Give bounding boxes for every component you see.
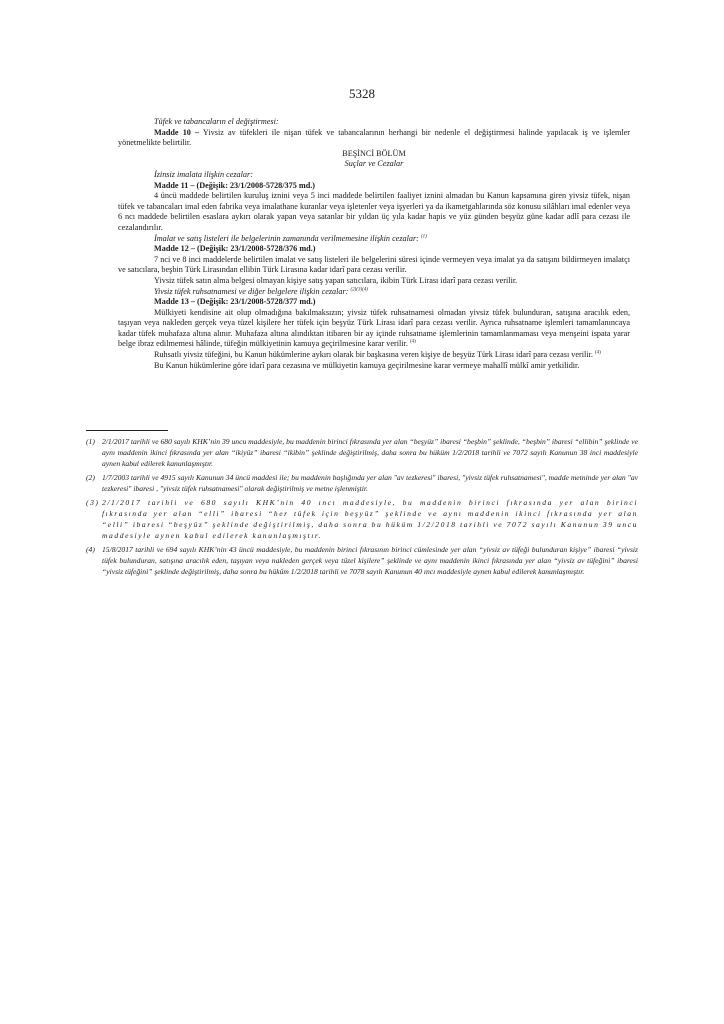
footnote-ref[interactable]: (4): [594, 350, 601, 356]
article-10-text: Yivsiz av tüfekleri ile nişan tüfek ve tabancalarının herhangi bir nedenle el değiştirmesi halinde yapılacak iş ve işlemler yönetmelikte belirtilir.: [118, 127, 631, 148]
article-10-label: Madde 10 –: [154, 127, 200, 137]
article-13-text-2-body: Ruhsatlı yivsiz tüfeğini, bu Kanun hükümlerine aykırı olarak bir başkasına veren kişiye de beşyüz Türk Lirası idarî para cezası verilir.: [154, 350, 593, 360]
section-heading-ruhsat-text: Yivsiz tüfek ruhsatnamesi ve diğer belgelere ilişkin cezalar:: [154, 286, 349, 296]
article-12-text-2: Yivsiz tüfek satın alma belgesi olmayan kişiye satış yapan satıcılara, ikibin Türk Lirası idarî para cezası verilir.: [154, 275, 518, 285]
section-heading-imalat: [118, 234, 630, 245]
article-13-text-body: Mülkiyeti kendisine ait olup olmadığına bakılmaksızın; yivsiz tüfek ruhsatnamesi olmadan yivsiz tüfek bulunduran, satışına aracılık eden, taşıyan veya nakleden gerçek veya tüzel kişilere her tüfek için beşyüz Türk Lirası idarî para cezası verilir. Ayrıca ruhsatname işlemleri tamamlanıncaya kadar tüfek muhafaza altına alınır. Muhafaza altına alındıktan itibaren bir ay içinde ruhsatname işlemlerinin tamamlanmaması veya menşeini ispata yarar belge ibraz edilmemesi hâlinde, tüfeğin mülkiyetinin kamuya geçirilmesine karar verilir.: [118, 307, 630, 349]
footnote: [86, 472, 638, 494]
footnote-ref[interactable]: (4): [409, 339, 416, 345]
document-body: [118, 117, 630, 371]
article-11-text: 4 üncü maddede belirtilen kuruluş iznini veya 5 inci maddede belirtilen faaliyet iznini almadan bu Kanun kapsamına giren yivsiz tüfek, nişan tüfek ve tabancaları imal eden fabrika veya imalathane kuranlar veya işletenler veya işyerleri ya da ikametgahlarında söz konusu silâhları imal edenler veya 6 ncı maddede belirtilen esaslara aykırı olarak yapan veya satanlar bir yıldan üç yıla kadar hapis ve yüz günden beşyüz güne kadar adlî para cezası ile cezalandırılır.: [118, 191, 630, 232]
article-12-text: 7 nci ve 8 inci maddelerde belirtilen imalat ve satış listeleri ile belgelerini süresi içinde vermeyen veya imalat ya da satışını bildirmeyen imalatçı ve satıcılara, beşbin Türk Lirasından ellibin Türk Lirasına kadar idarî para cezası verilir.: [118, 254, 630, 275]
section-heading-ruhsat: [118, 287, 630, 298]
article-13-title: Madde 13 – (Değişik: 23/1/2008-5728/377 md.): [154, 297, 316, 307]
footnote-number: (2): [86, 473, 95, 482]
article-11-title: Madde 11 – (Değişik: 23/1/2008-5728/375 md.): [154, 180, 316, 190]
footnote-text: 2/1/2017 tarihli ve 680 sayılı KHK’nin 39 uncu maddesiyle, bu maddenin birinci fıkrasında yer alan “beşyüz” ibaresi “beşbin” şeklinde, “beşbin” ibaresi “ellibin” şeklinde ve aynı maddenin ikinci fıkrasında yer alan “ikiyüz” ibaresi “ikibin” şeklinde değiştirilmiş, daha sonra bu hüküm 1/2/2018 tarihli ve 7072 sayılı Kanunun 38 inci maddesiyle aynen kabul edilerek kanunlaşmıştır.: [102, 437, 638, 468]
chapter-subtitle: Suçlar ve Cezalar: [344, 159, 404, 169]
footnote-number: (4): [86, 545, 95, 554]
footnote-ref[interactable]: (2)(3)(4): [350, 286, 368, 292]
footnote-text: 15/8/2017 tarihli ve 694 sayılı KHK’nin 43 üncü maddesiyle, bu maddenin birinci fıkrasının birinci cümlesinde yer alan “yivsiz av tüfeği bulunduran kişiye” ibaresi “yivsiz tüfek bulunduran, satışına aracılık eden, taşıyan veya nakleden gerçek veya tüzel kişilere” şeklinde ve aynı maddenin ikinci fıkrasında yer alan “yivsiz av tüfeğini” ibaresi “yivsiz tüfeğini” şeklinde değiştirilmiş, daha sonra bu hüküm 1/2/2018 tarihli ve 7078 sayılı Kanunun 40 ıncı maddesiyle aynen kabul edilerek kanunlaşmıştır.: [102, 545, 638, 576]
footnote-text: 2/1/2017 tarihli ve 680 sayılı KHK’nin 40 ıncı maddesiyle, bu maddenin birinci fıkrasında yer alan birinci fıkrasında yer alan “elli” ibaresi “her tüfek için beşyüz” şeklinde ve aynı maddenin ikinci fıkrasında yer alan “elli” ibaresi “beşyüz” şeklinde değiştirilmiş, daha sonra bu hüküm 1/2/2018 tarihli ve 7072 sayılı Kanunun 39 uncu maddesiyle aynen kabul edilerek kanunlaşmıştır.: [102, 498, 638, 540]
footnote-text: 1/7/2003 tarihli ve 4915 sayılı Kanunun 34 üncü maddesi ile; bu maddenin başlığında yer alan "av tezkeresi" ibaresi, "yivsiz tüfek ruhsatnamesi", madde metninde yer alan "av tezkeresi" ibaresi , "yivsiz tüfek ruhsatnamesi" olarak değiştirilmiş ve metne işlenmiştir.: [102, 473, 638, 493]
article-10: [118, 128, 630, 149]
article-12-title: Madde 12 – (Değişik: 23/1/2008-5728/376 md.): [154, 244, 316, 254]
footnote-ref[interactable]: (1): [420, 233, 427, 239]
page-number: 5328: [349, 86, 375, 101]
article-13-text: [118, 308, 630, 350]
chapter-title: BEŞİNCİ BÖLÜM: [342, 148, 406, 158]
section-heading-imalat-text: İmalat ve satış listeleri ile belgelerinin zamanında verilmemesine ilişkin cezalar:: [154, 233, 419, 243]
footnotes: [86, 436, 638, 580]
footnote-number: (3): [86, 498, 100, 507]
section-heading-izinsiz: İzinsiz imalata ilişkin cezalar:: [154, 169, 253, 179]
article-13-text-2: [118, 350, 630, 361]
article-13-text-3: Bu Kanun hükümlerine göre idarî para cezasına ve mülkiyetin kamuya geçirilmesine karar vermeye mahallî mülkî amir yetkilidir.: [154, 360, 580, 370]
footnote: [86, 497, 638, 541]
footnote: [86, 544, 638, 577]
section-heading-tufek: Tüfek ve tabancaların el değiştirmesi:: [154, 117, 279, 126]
footnote: [86, 436, 638, 469]
footnote-number: (1): [86, 437, 95, 446]
footnote-separator: [86, 430, 168, 431]
